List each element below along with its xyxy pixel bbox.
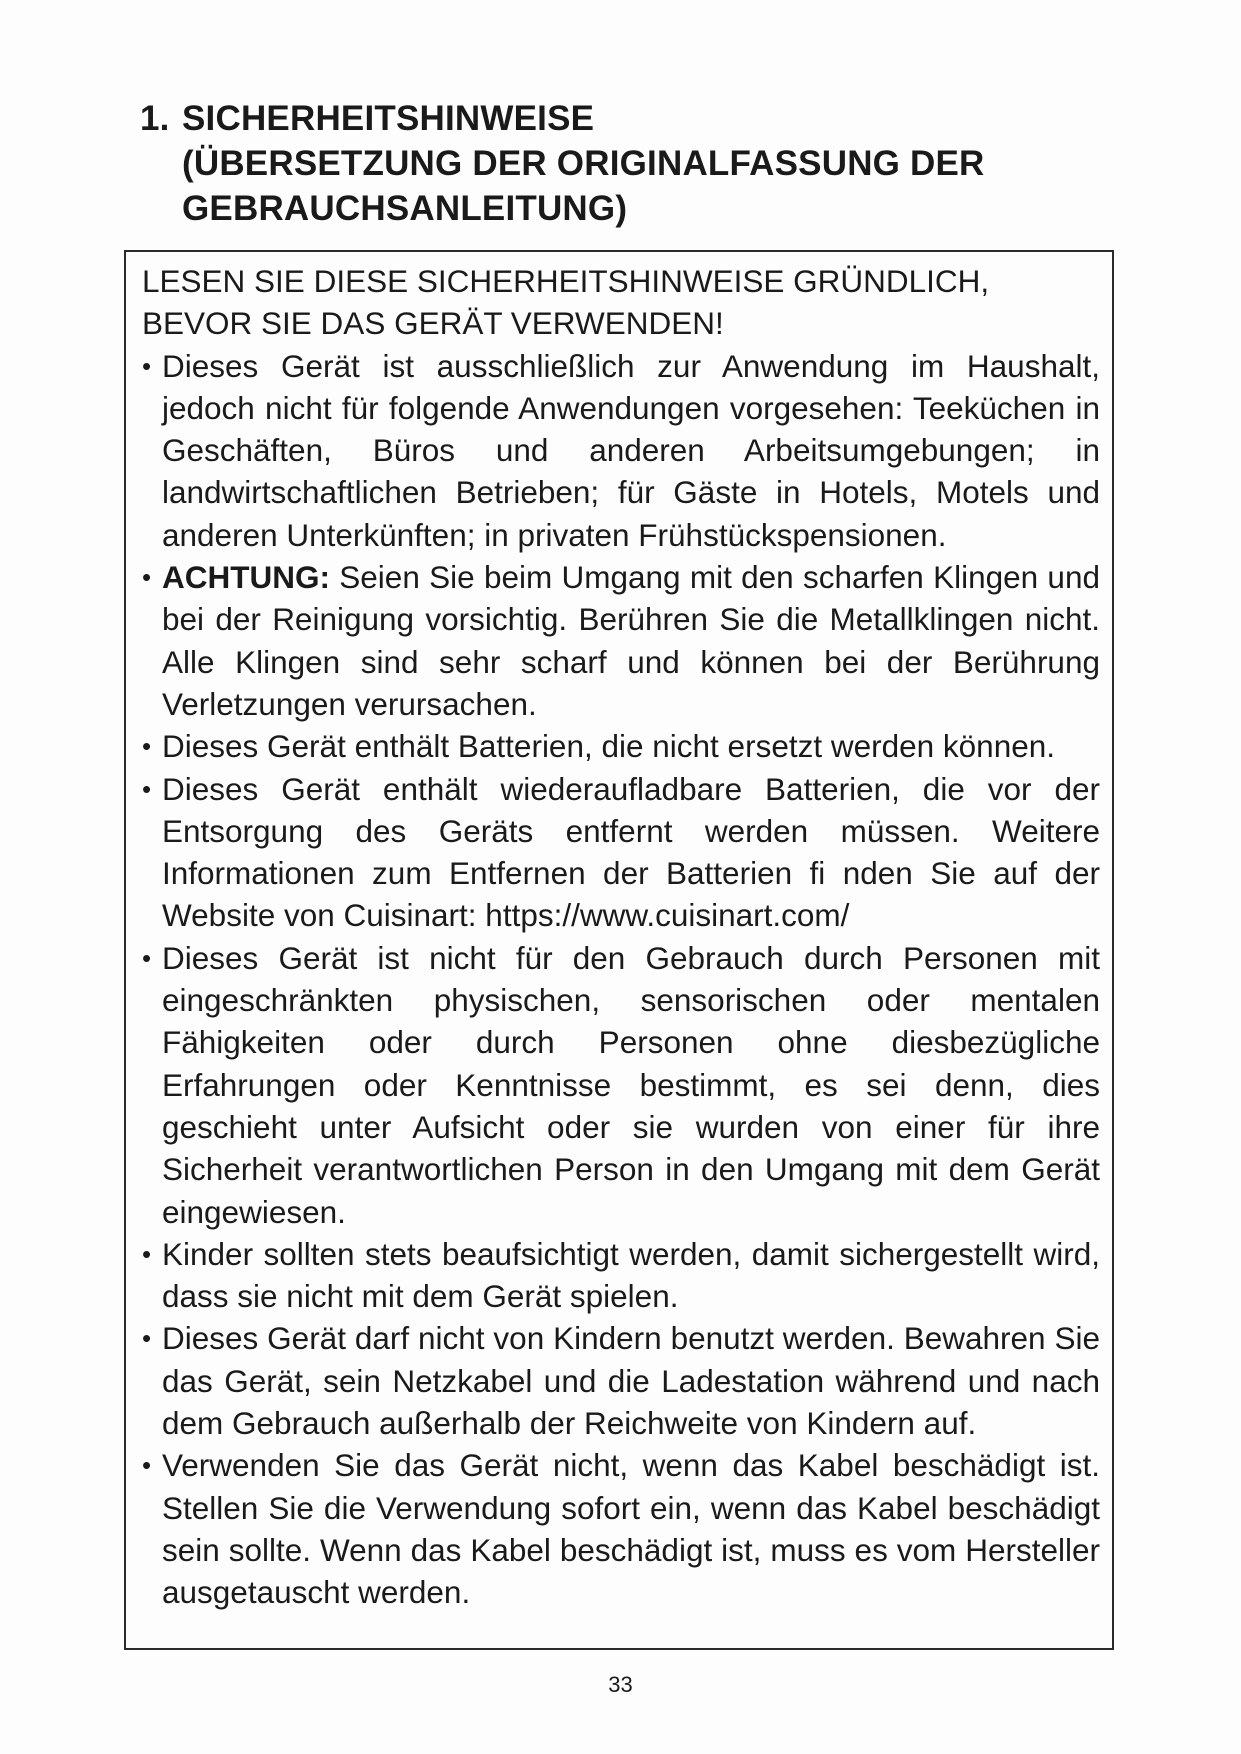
warning-label: ACHTUNG: [162, 559, 330, 596]
list-item-text: Dieses Gerät ist ausschließlich zur Anwendung im Haushalt, jedoch nicht für folgende Anwendungen vorgesehen: Teeküchen in Geschäften, Büros und anderen Arbeitsumgebungen; in landwirtschaftlichen Betrieben; für Gäste in Hotels, Motels und anderen Unterkünften; in privaten Frühstückspensionen. [162, 347, 1100, 553]
heading-line-2: (ÜBERSETZUNG DER ORIGINALFASSUNG DER [182, 144, 985, 183]
safety-list [142, 345, 1100, 1614]
bullet-icon: • [142, 773, 152, 804]
bullet-icon: • [142, 1238, 152, 1269]
list-item [142, 1233, 1100, 1318]
heading-line-3: GEBRAUCHSANLEITUNG) [182, 189, 628, 228]
list-item [142, 1317, 1100, 1444]
section-number: 1. [140, 99, 170, 138]
list-item [142, 725, 1100, 767]
bullet-icon: • [142, 1450, 152, 1481]
list-item [142, 937, 1100, 1233]
safety-notice-box [124, 250, 1114, 1650]
list-item-text: Kinder sollten stets beaufsichtigt werden, damit sichergestellt wird, dass sie nicht mit dem Gerät spielen. [162, 1235, 1100, 1315]
list-item-text: Seien Sie beim Umgang mit den scharfen Klingen und bei der Reinigung vorsichtig. Berühren Sie die Metallklingen nicht. Alle Klingen sind sehr scharf und können bei der Berührung Verletzungen verursachen. [162, 559, 1100, 722]
list-item-text: Dieses Gerät darf nicht von Kindern benutzt werden. Bewahren Sie das Gerät, sein Netzkabel und die Ladestation während und nach dem Gebrauch außerhalb der Reichweite von Kindern auf. [162, 1320, 1100, 1442]
bullet-icon: • [142, 731, 152, 762]
list-item-text: Verwenden Sie das Gerät nicht, wenn das Kabel beschädigt ist. Stellen Sie die Verwendung sofort ein, wenn das Kabel beschädigt sein sollte. Wenn das Kabel beschädigt ist, muss es vom Hersteller ausgetauscht werden. [162, 1447, 1100, 1611]
list-item [142, 556, 1100, 725]
bullet-icon: • [142, 350, 152, 381]
list-item-text: Dieses Gerät ist nicht für den Gebrauch durch Personen mit eingeschränkten physischen, sensorischen oder mentalen Fähigkeiten oder durch Personen ohne diesbezügliche Erfahrungen oder Kenntnisse bestimmt, es sei denn, dies geschieht unter Aufsicht oder sie wurden von einer für ihre Sicherheit verantwortlichen Person in den Umgang mit dem Gerät eingewiesen. [162, 939, 1100, 1230]
list-item [142, 1444, 1100, 1613]
safety-intro: LESEN SIE DIESE SICHERHEITSHINWEISE GRÜNDLICH, BEVOR SIE DAS GERÄT VERWENDEN! [142, 263, 990, 342]
section-title: SICHERHEITSHINWEISE [182, 99, 595, 138]
bullet-icon: • [142, 942, 152, 973]
section-heading [140, 96, 1120, 231]
heading-line-1 [140, 96, 1120, 141]
page-number: 33 [608, 1672, 633, 1697]
list-item [142, 345, 1100, 556]
bullet-icon: • [142, 1323, 152, 1354]
safety-notice-content [142, 260, 1100, 1614]
list-item [142, 768, 1100, 937]
bullet-icon: • [142, 562, 152, 593]
list-item-text: Dieses Gerät enthält Batterien, die nicht ersetzt werden können. [162, 728, 1055, 765]
list-item-text: Dieses Gerät enthält wiederaufladbare Batterien, die vor der Entsorgung des Geräts entfernt werden müssen. Weitere Informationen zum Entfernen der Batterien fi nden Sie auf der Website von Cuisinart: https://www.cuisinart.com/ [162, 770, 1100, 934]
